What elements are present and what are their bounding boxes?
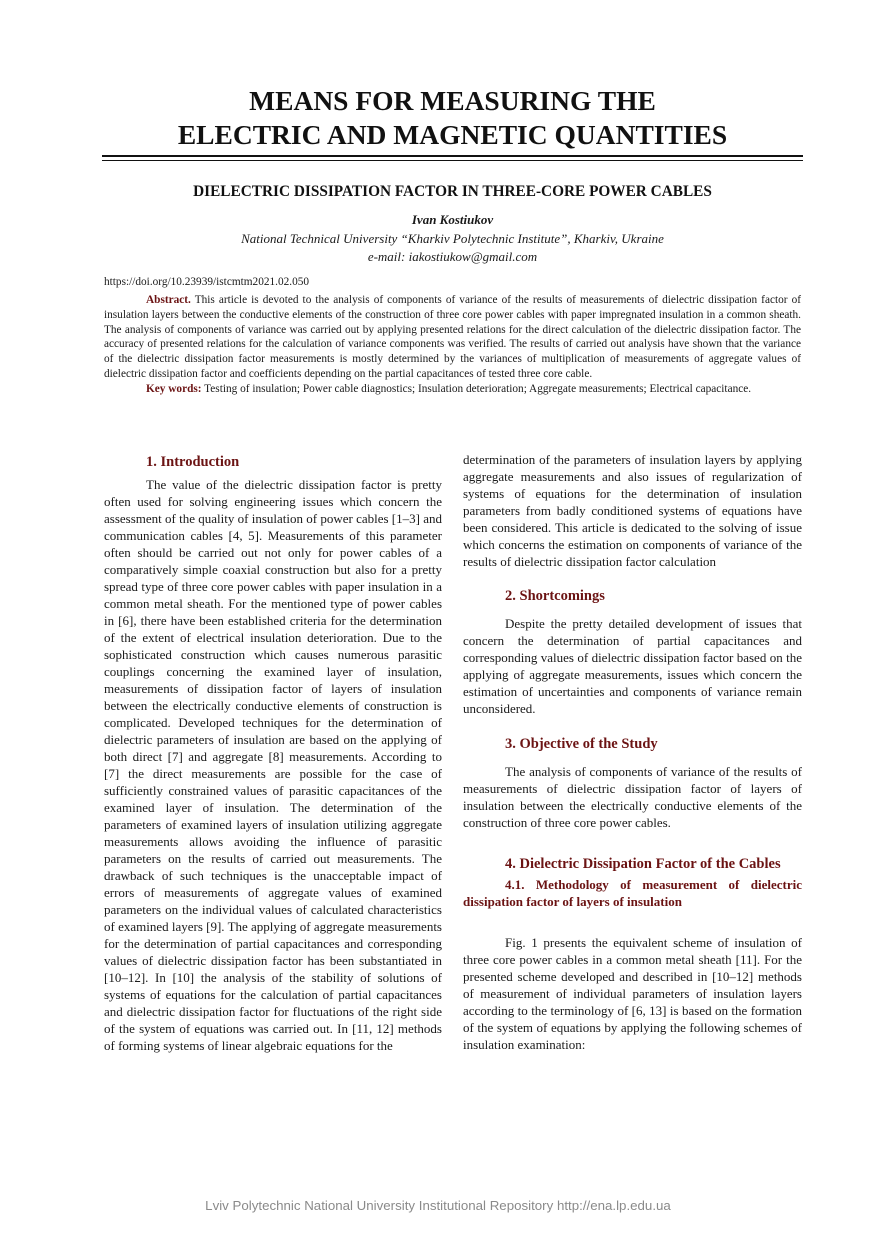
doi-link[interactable]: https://doi.org/10.23939/istcmtm2021.02.050 xyxy=(104,276,310,288)
section-heading-dielectric-dissipation-factor: 4. Dielectric Dissipation Factor of the Cables xyxy=(505,856,781,872)
header-rule-thick xyxy=(102,155,803,157)
section-heading-introduction: 1. Introduction xyxy=(146,454,240,470)
section-heading-objective: 3. Objective of the Study xyxy=(505,736,658,752)
subsection-heading-methodology: 4.1. Methodology of measurement of dielectric dissipation factor of layers of insulation xyxy=(463,877,802,909)
introduction-paragraph: The value of the dielectric dissipation factor is pretty often used for solving engineering issues which concern the assessment of the quality of insulation of power cables [1–3] and communication cables [4, 5]. Measurements of this parameter often should be carried out not only for power cables of a comparatively simple coaxial construction but also for a pretty spread type of three core power cables with paper insulation in a common metal sheath. For the mentioned type of power cables in [6], there have been established criteria for the determination of the extent of electrical insulation deterioration. Due to the sophisticated construction which causes numerous parasitic couplings concerning the examined layer of insulation, measurements of dissipation factor of layers of insulation between the electrically conductive elements of construction is complicated. Developed techniques for the determination of dielectric parameters of insulation are based on the applying of both direct [7] and aggregate [8] measurements. According to [7] the direct measurements are possible for the case of sufficiently constrained values of parasitic capacitances of the examined layer of insulation. The determination of the parameters of examined layers of insulation utilizing aggregate measurements allows avoiding the influence of parasitic parameters on the results of carried out measurements. The drawback of such techniques is the unacceptable impact of errors of measurements of aggregate values of examined parameters on the individual values of calculated characteristics of examined layers [9]. The applying of aggregate measurements for the determination of partial capacitances and corresponding values of dielectric dissipation factor has been substantiated in [10–12]. In [10] the analysis of the stability of solutions of systems of equations for the calculation of partial capacitances and dielectric dissipation factor for fluctuations of the right side of the system of equations was carried out. In [11, 12] methods of forming systems of linear algebraic equations for the xyxy=(104,477,442,1053)
abstract-block xyxy=(104,293,801,397)
shortcomings-paragraph: Despite the pretty detailed development of issues that concern the determination of partial capacitances and corresponding values of dielectric dissipation factor based on the applying of aggregate measurements, issues which concern the estimation of uncertainties and components of variance remain unconsidered. xyxy=(463,616,802,716)
header-rule-thin xyxy=(102,160,803,162)
journal-header-line-1: MEANS FOR MEASURING THE xyxy=(249,85,656,116)
keywords-label: Key words: xyxy=(146,382,202,395)
author-name: Ivan Kostiukov xyxy=(411,212,494,227)
keywords-text: Testing of insulation; Power cable diagnostics; Insulation deterioration; Aggregate measurements; Electrical capacitance. xyxy=(201,382,752,395)
abstract-paragraph xyxy=(104,293,801,382)
objective-paragraph: The analysis of components of variance of the results of measurements of dielectric dissipation factor of layers of insulation between the electrically conductive elements of the construction of three core power cables. xyxy=(463,764,802,830)
section-heading-shortcomings: 2. Shortcomings xyxy=(505,588,605,604)
left-column xyxy=(104,453,442,1054)
abstract-text: This article is devoted to the analysis of components of variance of the results of measurements of dielectric dissipation factor of insulation layers between the conductive elements of the construction of three core power cables with paper impregnated insulation in a common sheath. The analysis of components of variance was carried out by applying presented relations for the direct calculation of the dielectric dissipation factor. The accuracy of presented relations for the calculation of variance components was verified. The results of carried out analysis have shown that the variance of the dielectric dissipation factor measurements is mostly determined by the variances of multiplication of measurements of aggregate values of dielectric dissipation factor and coefficients depending on the partial capacitances of tested three core cable. xyxy=(104,294,801,380)
author-affiliation: National Technical University “Kharkiv Polytechnic Institute”, Kharkiv, Ukraine xyxy=(241,231,664,246)
article-title: DIELECTRIC DISSIPATION FACTOR IN THREE-CORE POWER CABLES xyxy=(193,183,712,200)
introduction-paragraph-continued: determination of the parameters of insulation layers by applying aggregate measurements and also issues of regularization of systems of equations for the determination of insulation parameters from badly conditioned systems of equations have been considered. This article is dedicated to the solving of issue which concerns the estimation on components of variance of the results of dielectric dissipation factor calculation xyxy=(463,452,802,569)
journal-section-header xyxy=(102,84,803,152)
author-email: e-mail: iakostiukow@gmail.com xyxy=(367,249,538,264)
right-column xyxy=(463,451,802,1053)
methodology-paragraph: Fig. 1 presents the equivalent scheme of insulation of three core power cables in a common metal sheath [11]. For the presented scheme developed and described in [10–12] methods of measurement of individual parameters of insulation layers according to the terminology of [6, 13] is based on the formation of the system of equations by applying the following schemes of insulation examination: xyxy=(463,935,802,1052)
journal-header-line-2: ELECTRIC AND MAGNETIC QUANTITIES xyxy=(177,119,728,150)
keywords-paragraph xyxy=(104,382,801,397)
abstract-label: Abstract. xyxy=(146,294,191,306)
repository-footer: Lviv Polytechnic National University Institutional Repository http://ena.lp.edu.ua xyxy=(205,1198,671,1213)
